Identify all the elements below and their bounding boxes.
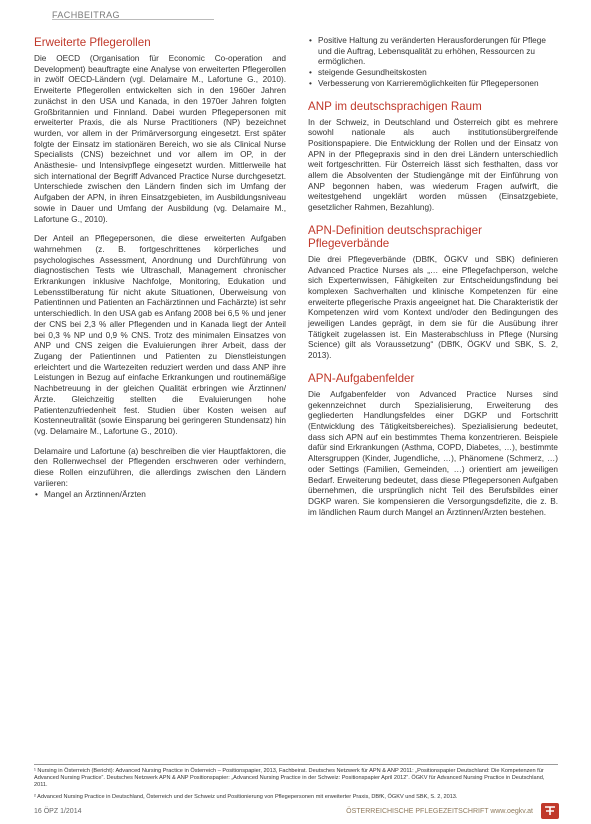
list-item: • steigende Gesundheitskosten xyxy=(318,68,558,79)
paragraph: Der Anteil an Pflegepersonen, die diese erweiterten Aufgaben wahrnehmen (z. B. fortgeschrittenes körperliches und psychologisches Assessment, Anordnung und Durchführung von diagnostischen Tests wie Ultraschall, Management chronischer Erkrankungen inklusive Nachfolge, Monitoring, Edukation und Lebensstilberatung für nicht akute Situationen, Überweisung von Patientinnen und Patienten an Fachärztinnen und Fachärzte) ist sehr unterschiedlich. In den USA gab es Anfang 2008 bei 6,5 % und jener der CNS bei 2,3 % aller Pflegenden und in Kanada liegt der Anteil bei 0,3 % NP und 0,9 % CNS. Trotz des minimalen Einsatzes von ANP und CNS zeigen die Evaluierungen ihrer Arbeit, dass der Zugang der Patientinnen und Patienten zu Dienstleistungen erleichtert und die Wartezeiten reduziert werden und dass ANP ihre Leistungen in Bezug auf einfache Erkrankungen und routinemäßige Nachbetreuung in der gleichen Qualität erbringen wie Ärztinnen/Ärzte. Gleichzeitig stellten die Evaluierungen hohe Patientenzufriedenheit fest. Studien über Kosten weisen auf Kostenneutralität (sowie Einsparung bei geringeren Stundensatz) hin (vg. Delamaire M., Lafortune G., 2010). xyxy=(34,234,286,436)
list-item: • Positive Haltung zu veränderten Herausforderungen für Pflege und die Auftrag, Lebensqualität zu erhöhen, Ressourcen zu ermöglichen. xyxy=(318,36,558,68)
page-number: 16 ÖPZ 1/2014 xyxy=(34,808,82,815)
bullet-list xyxy=(34,490,286,501)
section-tag-label: FACHBEITRAG xyxy=(52,10,120,20)
heading-apn-definition: APN-Definition deutschsprachiger Pflegeverbände xyxy=(308,223,482,250)
bullet-list xyxy=(308,36,558,90)
left-column xyxy=(34,36,286,509)
paragraph: Die drei Pflegeverbände (DBfK, ÖGKV und SBK) definieren Advanced Practice Nurses als „… eine Pflegefachperson, welche sich Expertenwissen, Fähigkeiten zur Entscheidungsfindung bei komplexen Sachverhalten und klinische Kompetenzen für eine erweiterte pflegerische Praxis angeeignet hat. Die Charakteristik der Kompetenzen wird vom Kontext und/oder den Bedingungen des jeweiligen Landes geprägt, in dem sie für die Ausübung ihrer Tätigkeit zugelassen ist. Ein Masterabschluss in Pflege (Nursing Science) gilt als Voraussetzung“ (DBfK, ÖGKV und SBK, S. 2, 2013). xyxy=(308,254,558,361)
heading-apn-aufgabenfelder: APN-Aufgabenfelder xyxy=(308,371,415,385)
footnote: ¹ Nursing in Österreich (Bericht): Advanced Nursing Practice in Österreich – Positionspapier, 2013, Fachbeirat. Deutsches Netzwerk für APN & ANP 2011: „Positionspapier Deutschland: Die Kompetenzen für Advanced Nursing Practice“. Deutsches Netzwerk APN & ANP Positionspapier: „Advanced Nursing Practice in der Schweiz: Positionspapier April 2012“. ÖGKV für Advanced Nursing Practice in Deutschland, 2011. xyxy=(34,768,545,789)
page-footer xyxy=(34,806,559,820)
list-item: • Mangel an Ärztinnen/Ärzten xyxy=(44,490,286,501)
paragraph: Die Aufgabenfelder von Advanced Practice Nurses sind gekennzeichnet durch Spezialisierung, Erweiterung des gegliederten Handlungsfeldes einer DGKP und Fortschritt (Entwicklung des Tätigkeitsbereiches). Spezialisierung bedeutet, dass sich APN auf ein bestimmtes Thema konzentrieren. Beispiele dafür sind Erkrankungen (Asthma, COPD, Diabetes, …), bestimmte Altersgruppen (Kinder, Jugendliche, …), Phänomene (Schmerz, …) oder Settings (Familien, Gemeinden, …) orientiert am jeweiligen Bedarf. Erweiterung bedeutet, dass diese Pflegepersonen Aufgaben übernehmen, die ursprünglich nicht Teil des Berufsbildes einer DGKP waren. Sie kompensieren die Versorgungsdefizite, die z. B. im ländlichen Raum durch Mangel an Ärztinnen/Ärzten bestehen. xyxy=(308,389,558,517)
section-tag xyxy=(52,5,214,20)
list-item: • Verbesserung von Karrieremöglichkeiten für Pflegepersonen xyxy=(318,79,558,90)
paragraph: Delamaire und Lafortune (a) beschreiben die vier Hauptfaktoren, die den Rollenwechsel der Pflegenden erschweren oder verhindern, diese Rollen einzuführen, die allerdings zwischen den Ländern variieren: xyxy=(34,446,286,488)
right-column xyxy=(308,36,558,527)
paragraph: In der Schweiz, in Deutschland und Österreich gibt es mehrere sowohl nationale als auch institutionsübergreifende Positionspapiere. Die Entwicklung der Rollen und der Einsatz von APN in der Pflegepraxis sind in den drei Ländern unterschiedlich weit fortgeschritten. Für Österreich lässt sich festhalten, dass vor allem die Absolventen der Studiengänge mit der Einführung von ANP begonnen haben, was wiederum Fragen aufwirft, die weitestgehend ungeklärt worden müssen (Einsatzgebiete, gesetzlicher Rahmen, Bezahlung). xyxy=(308,117,558,213)
journal-logo-icon xyxy=(541,803,559,819)
heading-erweiterte-pflegerollen: Erweiterte Pflegerollen xyxy=(34,36,151,49)
footnote: ² Advanced Nursing Practice in Deutschland, Österreich und der Schweiz und Positionierung von Pflegepersonen mit erweiterter Praxis, DBfK, ÖGKV und SBK, S. 2, 2013. xyxy=(34,793,458,800)
paragraph: Die OECD (Organisation für Economic Co-operation and Development) beauftragte eine Analyse von erweiterten Pflegerollen in zwölf OECD-Ländern (vgl. Delamaire M., Lafortune G., 2010). Erweiterte Pflegerollen entwickelten sich in den 1960er Jahren zunächst in den USA und Kanada, in den 1970er Jahren folgten Großbritannien und Finnland. Dabei wurden Pflegepersonen mit erweiterter Praxis, die als Nurse Practitioners (NP) bezeichnet wurden, vor allem in der Primärversorgung eingesetzt. Erst später folgte der Einsatz im stationären Bereich, wo sie als Clinical Nurse Specialists (CNS) bezeichnet und vor allem im OP, in der Anästhesie- und Intensivpflege eingesetzt wurden. Mittlerweile hat sich international der Begriff Advanced Practice Nurse durchgesetzt. Unterschiede zwischen den Ländern finden sich im Umfang der Aufgaben der APN, in ihren Einsatzgebieten, im Ausbildungsniveau sowie in Dauer und Umfang der Ausbildung (vg. Delamaire M., Lafortune G., 2010). xyxy=(34,54,286,224)
heading-anp-deutschsprachiger-raum: ANP im deutschsprachigen Raum xyxy=(308,99,482,113)
journal-name: ÖSTERREICHISCHE PFLEGEZEITSCHRIFT www.oegkv.at xyxy=(346,808,533,815)
footnotes xyxy=(34,764,558,805)
